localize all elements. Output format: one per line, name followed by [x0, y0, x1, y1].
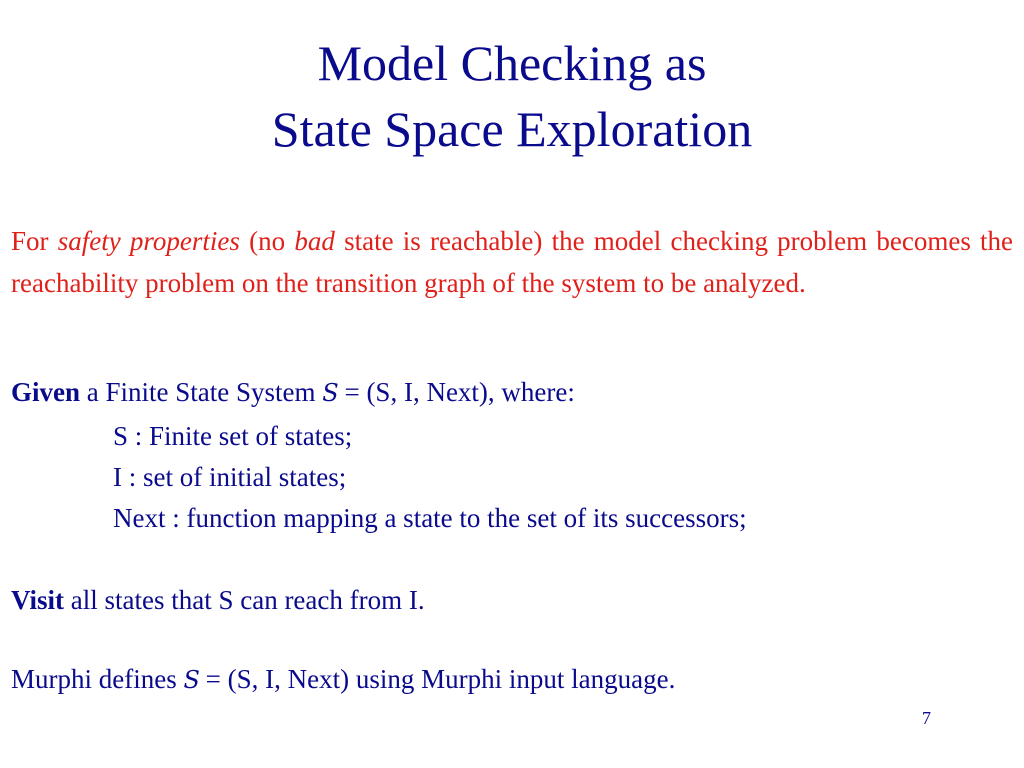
intro-emphasis-bad: bad [294, 226, 335, 256]
intro-paragraph [11, 220, 1013, 304]
murphi-text-after: = (S, I, Next) using Murphi input language. [205, 664, 676, 694]
definition-item-initial: I : set of initial states; [113, 462, 347, 492]
murphi-system-symbol: S [183, 666, 199, 694]
visit-line [11, 583, 425, 617]
given-text-before: a Finite State System [86, 377, 316, 407]
given-keyword: Given [11, 377, 81, 407]
intro-emphasis-safety: safety properties [57, 226, 240, 256]
definition-item-next: Next : function mapping a state to the set of its successors; [113, 503, 747, 533]
murphi-text-before: Murphi defines [11, 664, 177, 694]
intro-mid: (no [249, 226, 286, 256]
visit-text: all states that S can reach from I. [70, 585, 425, 615]
page-number: 7 [922, 708, 931, 728]
given-line [11, 375, 575, 410]
intro-rest: state is reachable) the model checking problem becomes the reachability problem on the transition graph of the system to be analyzed. [11, 226, 1014, 298]
intro-pre: For [11, 226, 49, 256]
slide-title [0, 30, 1024, 162]
system-symbol: S [322, 379, 338, 407]
title-line-2: State Space Exploration [271, 101, 753, 157]
given-text-after: = (S, I, Next), where: [344, 377, 575, 407]
title-line-1: Model Checking as [317, 35, 707, 91]
visit-keyword: Visit [11, 585, 64, 615]
murphi-line [11, 662, 675, 697]
definition-item-states: S : Finite set of states; [113, 421, 353, 451]
